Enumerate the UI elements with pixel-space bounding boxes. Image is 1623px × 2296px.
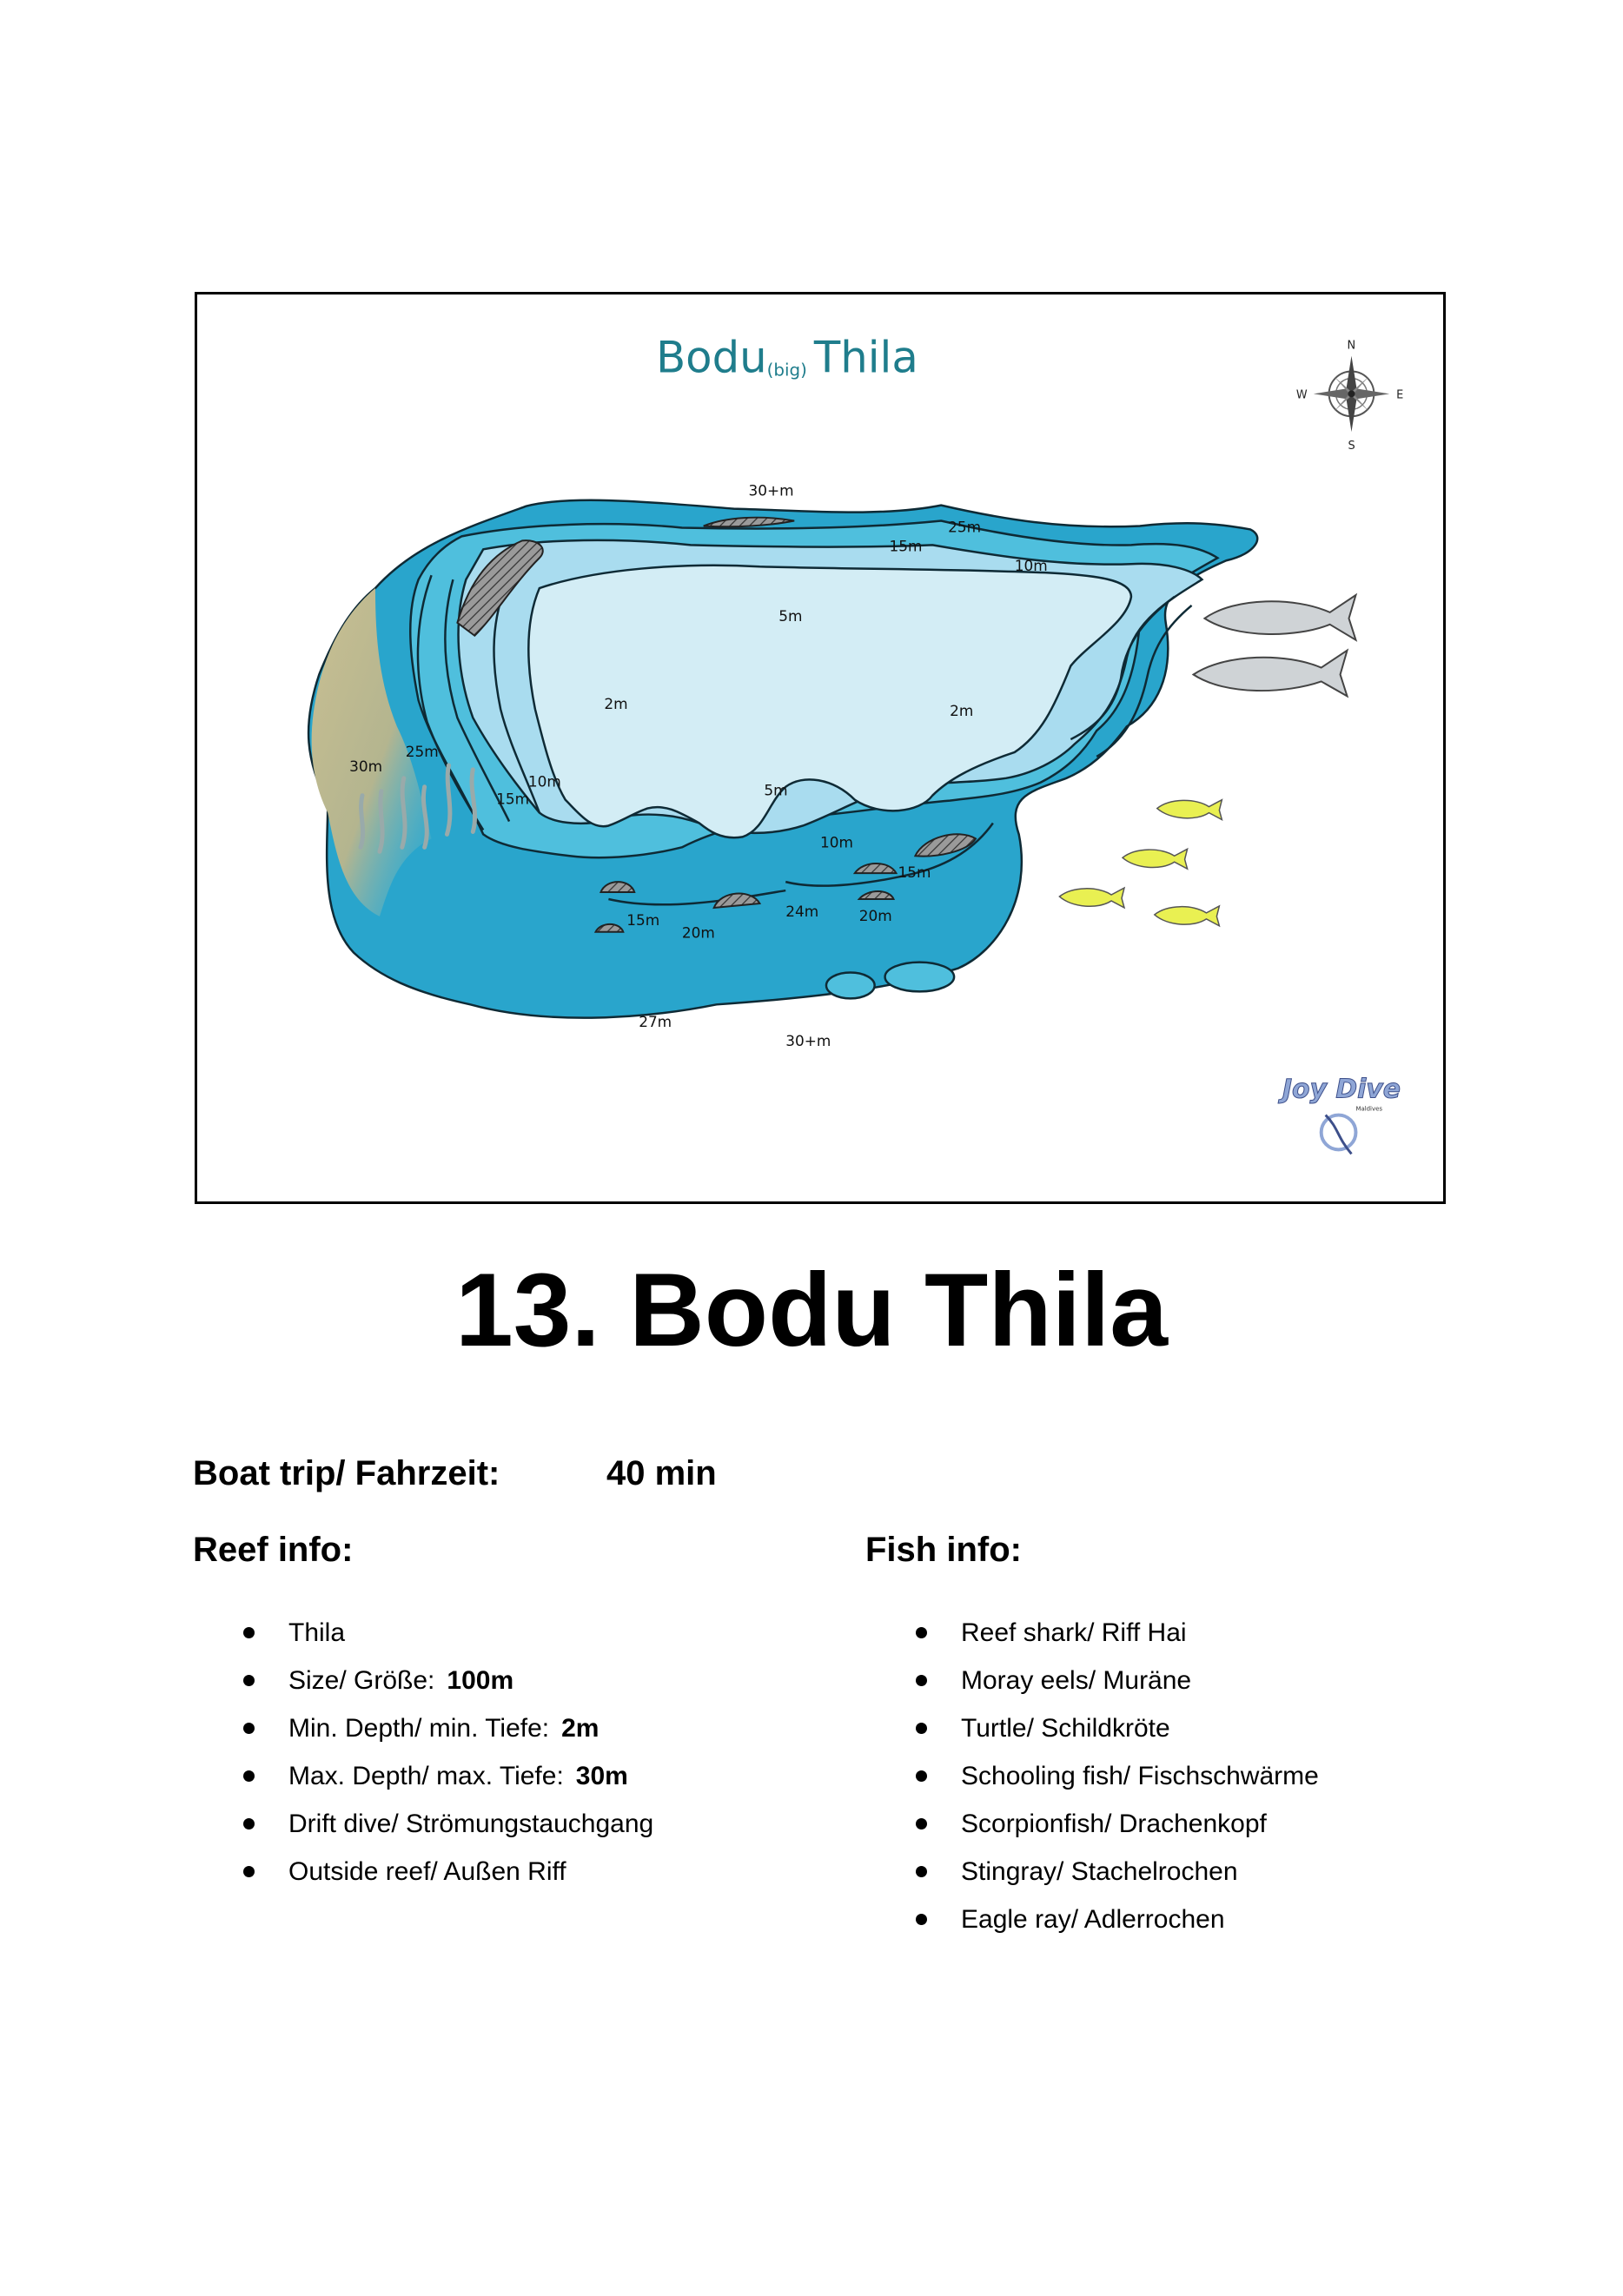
map-title [656,332,918,382]
list-item-value: 100m [447,1666,514,1695]
depth-label: 15m [889,537,923,555]
list-item [243,1800,653,1848]
list-item-text: Thila [288,1618,346,1647]
reef-map-drawing [197,294,1443,1201]
logo-subtext: Maldives [1355,1105,1383,1113]
depth-label: 10m [1014,557,1048,575]
list-item-value: 2m [561,1714,600,1743]
list-item [916,1657,1319,1704]
tuna-fish-icon [1194,595,1356,696]
yellow-snapper-icon [1059,800,1222,926]
list-item-text: Scorpionfish/ Drachenkopf [961,1810,1267,1838]
list-item [916,1800,1319,1848]
depth-label: 30+m [785,1032,831,1050]
list-item-text: Outside reef/ Außen Riff [288,1857,566,1886]
list-item-text: Schooling fish/ Fischschwärme [961,1762,1319,1790]
boulder-1 [826,973,875,999]
list-item [916,1896,1319,1943]
depth-label: 30m [349,757,383,775]
list-item [243,1848,653,1896]
reef-info-heading: Reef info: [193,1531,354,1569]
list-item [243,1609,653,1657]
page-title: 13. Bodu Thila [454,1252,1169,1368]
list-item-text: Drift dive/ Strömungstauchgang [288,1810,654,1838]
fish-info-heading: Fish info: [865,1531,1022,1569]
list-item [916,1752,1319,1800]
depth-label: 5m [778,606,803,625]
compass-e: E [1396,388,1404,402]
list-item-text: Size/ Größe: [288,1666,435,1695]
depth-label: 20m [681,923,715,942]
list-item-text: Min. Depth/ min. Tiefe: [288,1714,550,1743]
list-item-text: Eagle ray/ Adlerrochen [961,1905,1225,1934]
depth-label: 2m [950,702,974,720]
dive-site-map [195,292,1446,1204]
depth-label: 5m [764,781,788,799]
map-title-main: Bodu [656,332,767,383]
joy-dive-logo [1278,1075,1401,1155]
boat-trip-label: Boat trip/ Fahrzeit: [193,1454,500,1492]
list-item-value: 30m [575,1762,628,1790]
compass-w: W [1295,388,1308,402]
list-item [916,1848,1319,1896]
depth-label: 10m [819,833,853,851]
depth-label: 15m [898,863,931,882]
list-item-text: Stingray/ Stachelrochen [961,1857,1238,1886]
compass-s: S [1348,439,1355,453]
map-title-end: Thila [813,332,918,383]
list-item-text: Moray eels/ Muräne [961,1666,1192,1695]
list-item [916,1609,1319,1657]
list-item-text: Turtle/ Schildkröte [961,1714,1170,1743]
depth-label: 25m [948,518,982,536]
reef-info-list [243,1609,653,1896]
depth-label: 25m [405,742,439,760]
depth-label: 2m [604,695,628,713]
depth-label: 30+m [748,481,794,500]
list-item [243,1704,653,1752]
logo-text: Joy Dive [1282,1074,1401,1105]
depth-label: 15m [496,790,530,808]
depth-label: 27m [639,1013,672,1031]
fish-info-list [916,1609,1319,1943]
depth-label: 15m [626,910,660,929]
depth-label: 20m [858,906,892,924]
list-item-text: Reef shark/ Riff Hai [961,1618,1187,1647]
compass-rose-icon [1296,340,1403,453]
boat-trip-value: 40 min [606,1454,717,1492]
depth-label: 24m [785,902,819,920]
boulder-2 [885,963,955,992]
list-item [243,1657,653,1704]
map-title-sub: (big) [766,360,807,380]
list-item [243,1752,653,1800]
compass-n: N [1347,339,1356,353]
depth-label: 10m [527,772,561,791]
list-item-text: Max. Depth/ max. Tiefe: [288,1762,564,1790]
list-item [916,1704,1319,1752]
